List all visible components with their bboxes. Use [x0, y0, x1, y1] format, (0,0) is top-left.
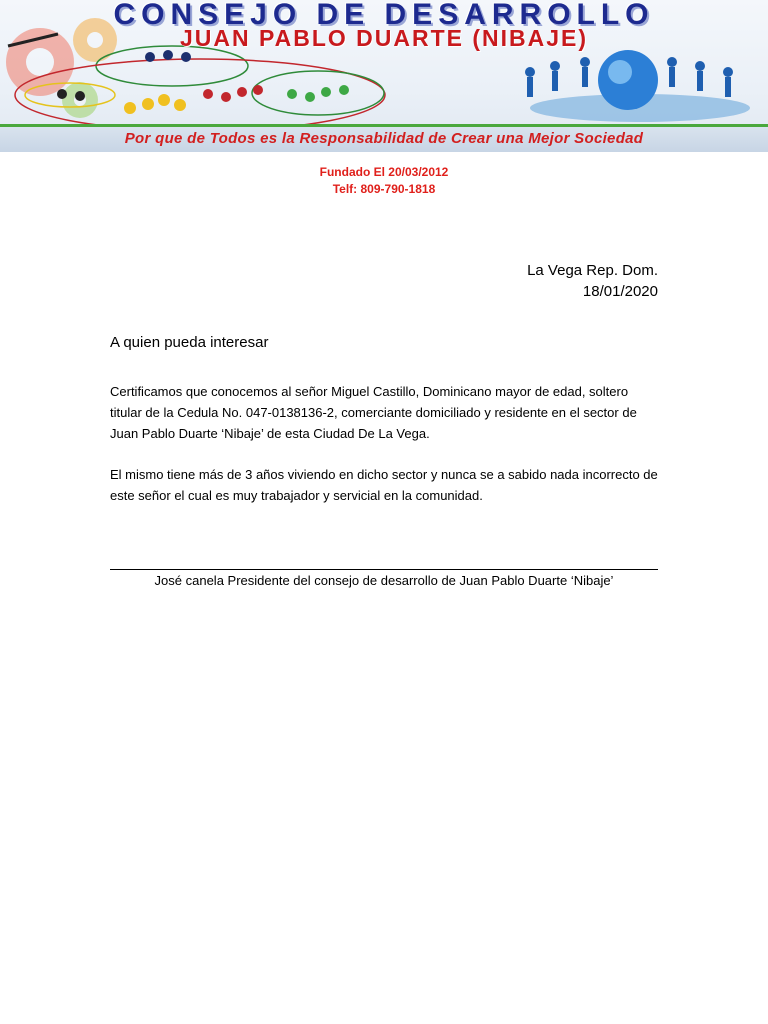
letter-paragraph: El mismo tiene más de 3 años viviendo en dicho sector y nunca se a sabido nada incorrecto de este señor el cual es muy trabajador y servicial en la comunidad. — [110, 467, 658, 503]
organization-subtitle: JUAN PABLO DUARTE (NIBAJE) — [179, 25, 589, 51]
founded-date: Fundado El 20/03/2012 — [319, 165, 449, 179]
letterhead-banner — [0, 0, 768, 152]
signature-name: José canela Presidente del consejo de desarrollo de Juan Pablo Duarte ‘Nibaje’ — [154, 573, 614, 588]
signature-line — [110, 569, 658, 570]
letter-paragraph: Certificamos que conocemos al señor Miguel Castillo, Dominicano mayor de edad, soltero titular de la Cedula No. 047-0138136-2, comerciante domiciliado y residente en el sector de Juan Pablo Duarte ‘Nibaje’ de esta Ciudad De La Vega. — [110, 384, 637, 441]
letter-place: La Vega Rep. Dom. — [527, 262, 658, 279]
phone-number: Telf: 809-790-1818 — [332, 182, 436, 196]
group-ellipse — [252, 71, 384, 115]
letter-date: 18/01/2020 — [582, 283, 658, 300]
organization-title: CONSEJO DE DESARROLLO — [113, 0, 655, 31]
organization-slogan: Por que de Todos es la Responsabilidad de Crear una Mejor Sociedad — [124, 130, 644, 147]
letter-salutation: A quien pueda interesar — [110, 334, 269, 351]
globe-icon — [525, 50, 750, 122]
